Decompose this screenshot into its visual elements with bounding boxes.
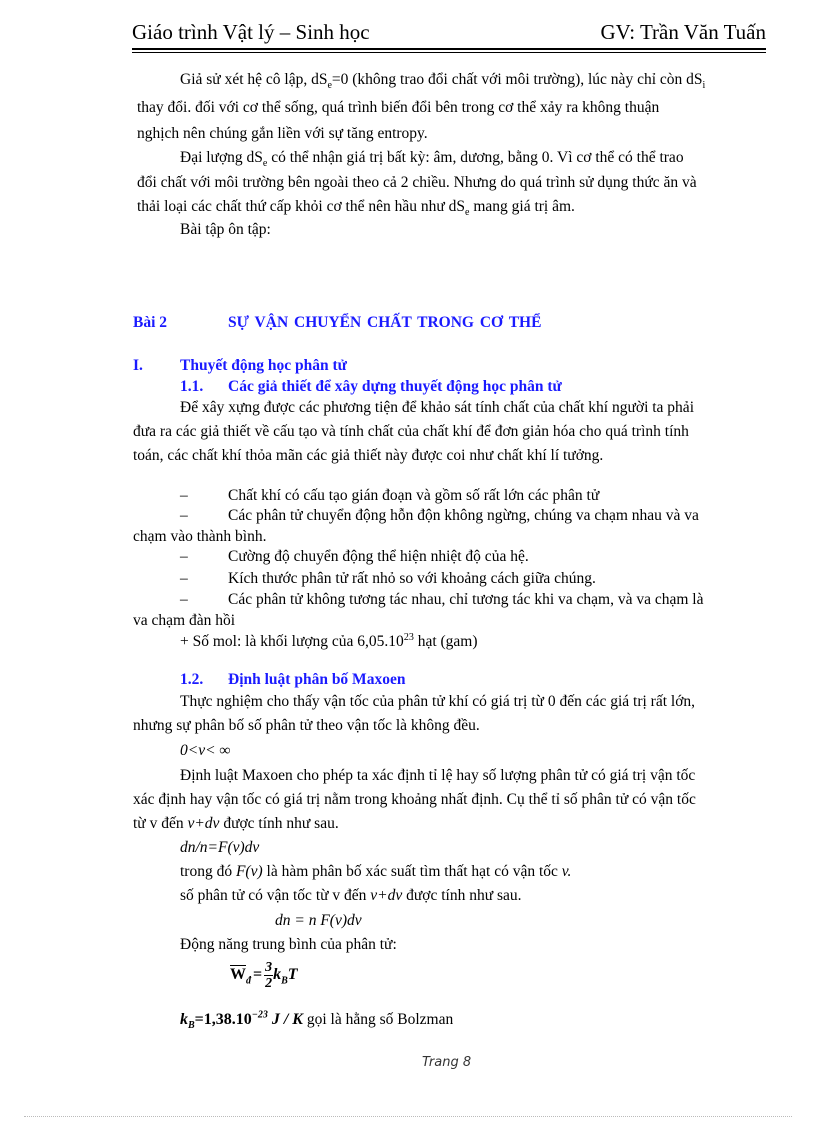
- bullet-3: Cường độ chuyển động thể hiện nhiệt độ của hệ.: [228, 548, 529, 565]
- boltzmann-constant: $k_B=1,38.10^{-23}$ J / K gọi là hằng số Bolzman: [180, 1009, 454, 1032]
- header-title: Giáo trình Vật lý – Sinh học: [132, 20, 370, 44]
- s2-p5: Động năng trung bình của phân tử:: [180, 936, 397, 953]
- s2-p2-line3: từ v đến v+dv được tính như sau.: [133, 815, 339, 832]
- section1-title: Thuyết động học phân tử: [180, 357, 347, 374]
- bullet-dash: –: [180, 487, 188, 504]
- s1-p-line1: Để xây xựng được các phương tiện để khảo sát tính chất của chất khí người ta phải: [180, 399, 694, 416]
- intro-p2-line3: thải loại các chất thứ cấp khỏi cơ thể nên hầu như $dS_e$ mang giá trị âm.: [137, 198, 575, 219]
- s2-p3: trong đó F(v) là hàm phân bố xác suất tìm thất hạt có vận tốc v.: [180, 863, 572, 880]
- lesson-number: Bài 2: [133, 314, 168, 331]
- bullet-dash: –: [180, 548, 188, 565]
- bullet-5-line2: va chạm đàn hồi: [133, 612, 236, 629]
- bullet-dash: –: [180, 570, 188, 587]
- section1-2-title: Định luật phân bố Maxoen: [228, 671, 406, 688]
- mol-definition: + Số mol: là khối lượng của 6,05.10$^{23}$ hạt (gam): [180, 631, 478, 650]
- bullet-4: Kích thước phân tử rất nhỏ so với khoảng cách giữa chúng.: [228, 570, 596, 587]
- s1-p-line3: toán, các chất khí thỏa mãn các giả thiết này được coi như chất khí lí tưởng.: [133, 447, 604, 464]
- s2-p2-line1: Định luật Maxoen cho phép ta xác định tỉ lệ hay số lượng phân tử có giá trị vận tốc: [180, 767, 696, 784]
- header-author: GV: Trần Văn Tuấn: [600, 20, 766, 44]
- intro-p1-line3: nghịch nên chúng gắn liền với sự tăng entropy.: [137, 125, 428, 142]
- section1-2-number: 1.2.: [180, 671, 204, 688]
- equation-dn-n: dn/n=F(v)dv: [180, 839, 260, 856]
- s2-p1-line2: nhưng sự phân bố số phân tử theo vận tốc là không đều.: [133, 717, 480, 734]
- bullet-dash: –: [180, 507, 188, 524]
- intro-p2-line2: đổi chất với môi trường bên ngoài theo cả 2 chiều. Nhưng do quá trình sử dụng thức ăn và: [137, 174, 697, 191]
- bullet-1: Chất khí có cấu tạo gián đoạn và gồm số rất lớn các phân tử: [228, 487, 600, 504]
- page-bottom-border: [24, 1116, 792, 1117]
- bullet-dash: –: [180, 591, 188, 608]
- s2-p1-line1: Thực nghiệm cho thấy vận tốc của phân tử khí có giá trị từ 0 đến các giá trị rất lớn,: [180, 693, 696, 710]
- lesson-title: SỰ VẬN CHUYỂN CHẤT TRONG CƠ THỂ: [228, 314, 542, 331]
- bullet-2-line2: chạm vào thành bình.: [133, 528, 267, 545]
- section1-roman: I.: [133, 357, 143, 374]
- bullet-2-line1: Các phân tử chuyển động hỗn độn không ngừng, chúng va chạm nhau và va: [228, 507, 699, 524]
- s2-p4: số phân tử có vận tốc từ v đến v+dv được tính như sau.: [180, 887, 522, 904]
- section1-1-title: Các giả thiết để xây dựng thuyết động học phân tử: [228, 378, 562, 395]
- header-rule: [132, 48, 766, 53]
- s2-p2-line2: xác định hay vận tốc có giá trị nằm trong khoảng nhất định. Cụ thể tỉ số phân tử có vận tốc: [133, 791, 696, 808]
- intro-p2-line1: Đại lượng $dS_e$ có thể nhận giá trị bất kỳ: âm, dương, bằng 0. Vì cơ thể có thể trao: [180, 149, 684, 170]
- page-number: Trang 8: [422, 1055, 472, 1070]
- kinetic-energy-formula: $\overline{W}_đ$ = $\frac{3}{2}$ $k_BT$: [230, 960, 298, 991]
- velocity-range: 0<v< ∞: [180, 742, 231, 759]
- section1-1-number: 1.1.: [180, 378, 204, 395]
- intro-p1-line1: Giả sử xét hệ cô lập, $dS_e=0$ (không trao đổi chất với môi trường), lúc này chỉ còn $dS_i$: [180, 71, 706, 92]
- s1-p-line2: đưa ra các giả thiết về cấu tạo và tính chất của chất khí để đơn giản hóa cho quá trình tính: [133, 423, 689, 440]
- review-label: Bài tập ôn tập:: [180, 221, 271, 238]
- equation-dn: dn = n F(v)dv: [275, 912, 362, 929]
- intro-p1-line2: thay đổi. đối với cơ thể sống, quá trình biến đổi bên trong cơ thể xảy ra không thuận: [137, 99, 660, 116]
- bullet-5-line1: Các phân tử không tương tác nhau, chỉ tương tác khi va chạm, và va chạm là: [228, 591, 704, 608]
